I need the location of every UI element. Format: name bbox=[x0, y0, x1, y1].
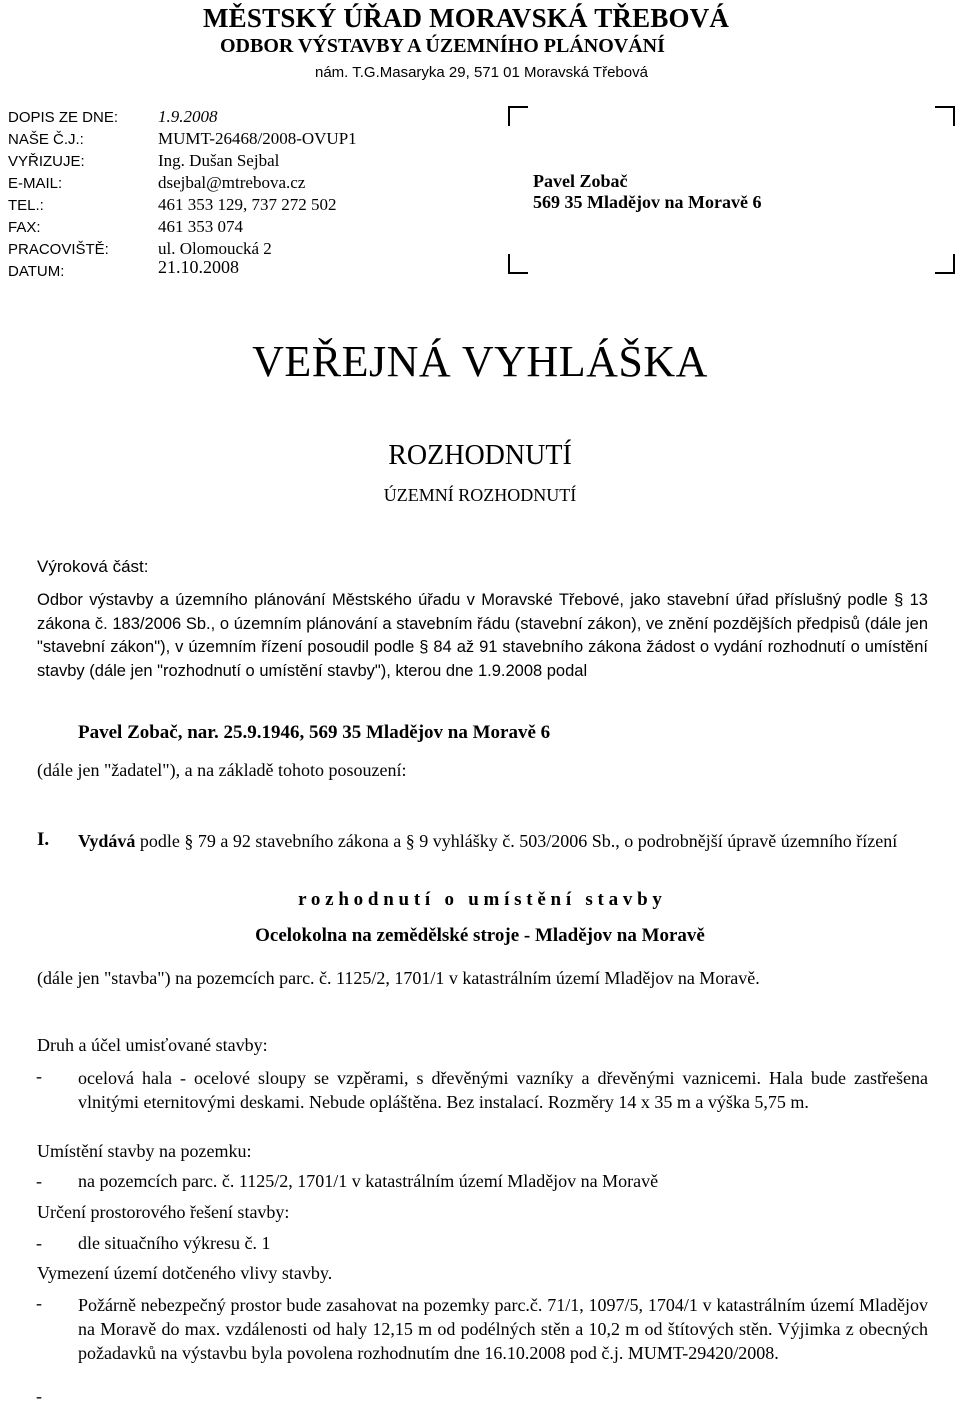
decision-title: ROZHODNUTÍ bbox=[388, 440, 572, 471]
header-label: TEL.: bbox=[8, 197, 44, 214]
umisteni-title: Umístění stavby na pozemku: bbox=[37, 1141, 252, 1161]
point-one-text bbox=[78, 829, 928, 853]
header-label: E-MAIL: bbox=[8, 175, 63, 192]
vymezeni-item: Požárně nebezpečný prostor bude zasahovat na pozemky parc.č. 71/1, 1097/5, 1704/1 v katastrálním území Mladějov na Moravě do max. vzdálenosti od haly 12,15 m od podélných stěn a 10,2 m od štítových stěn. Výjimka z obecných požadavků na výstavbu byla povolena rozhodnutím dne 16.10.2008 pod č.j. MUMT-29420/2008. bbox=[78, 1295, 928, 1363]
decision-heading: r o z h o d n u t í o u m í s t ě n í s t a v b y bbox=[298, 889, 662, 910]
decision-subtitle: ÚZEMNÍ ROZHODNUTÍ bbox=[383, 485, 577, 505]
header-value: Ing. Dušan Sejbal bbox=[158, 151, 280, 170]
urceni-title: Určení prostorového řešení stavby: bbox=[37, 1202, 290, 1222]
header-label: VYŘIZUJE: bbox=[8, 153, 85, 170]
urceni-item: dle situačního výkresu č. 1 bbox=[78, 1233, 271, 1253]
intro-paragraph: Odbor výstavby a územního plánování Městského úřadu v Moravské Třebové, jako stavební úřad příslušný podle § 13 zákona č. 183/2006 Sb., o územním plánování a stavebním řádu (stavební zákon), ve znění pozdějších předpisů (dále jen "stavební zákon"), v územním řízení posoudil podle § 84 až 91 stavebního zákona žádost o vydání rozhodnutí o umístění stavby (dále jen "rozhodnutí o umístění stavby"), kterou dne 1.9.2008 podal bbox=[37, 591, 928, 680]
druh-title: Druh a účel umisťované stavby: bbox=[37, 1035, 268, 1055]
office-address: nám. T.G.Masaryka 29, 571 01 Moravská Třebová bbox=[315, 64, 648, 81]
header-value: ul. Olomoucká 2 bbox=[158, 239, 272, 258]
umisteni-item: na pozemcích parc. č. 1125/2, 1701/1 v katastrálním území Mladějov na Moravě bbox=[78, 1171, 659, 1191]
point-one-body: podle § 79 a 92 stavebního zákona a § 9 vyhlášky č. 503/2006 Sb., o podrobnější úpravě územního řízení bbox=[135, 831, 898, 851]
construction-name: Ocelokolna na zemědělské stroje - Mladějov na Moravě bbox=[255, 925, 705, 946]
office-department: ODBOR VÝSTAVBY A ÚZEMNÍHO PLÁNOVÁNÍ bbox=[220, 35, 665, 57]
page-title: VEŘEJNÁ VYHLÁŠKA bbox=[252, 337, 708, 386]
point-number: I. bbox=[37, 829, 50, 850]
header-value: 461 353 129, 737 272 502 bbox=[158, 195, 337, 214]
address-corner-top-right bbox=[935, 106, 955, 126]
header-label: DOPIS ZE DNE: bbox=[8, 109, 119, 126]
address-corner-bottom-left bbox=[508, 254, 528, 274]
vymezeni-title: Vymezení území dotčeného vlivy stavby. bbox=[37, 1263, 333, 1283]
bullet: - bbox=[36, 1233, 42, 1253]
header-label: NAŠE Č.J.: bbox=[8, 131, 84, 148]
header-value: 21.10.2008 bbox=[158, 257, 239, 277]
office-name: MĚSTSKÝ ÚŘAD MORAVSKÁ TŘEBOVÁ bbox=[203, 3, 730, 33]
recipient-name: Pavel Zobač bbox=[533, 171, 628, 191]
point-one-lead: Vydává bbox=[78, 831, 136, 851]
bullet: - bbox=[36, 1066, 42, 1086]
applicant-note: (dále jen "žadatel"), a na základě tohoto posouzení: bbox=[37, 760, 407, 780]
bullet: - bbox=[36, 1293, 42, 1313]
bullet: - bbox=[36, 1386, 42, 1406]
druh-item: ocelová hala - ocelové sloupy se vzpěrami, s dřevěnými vazníky a dřevěnými vaznicemi. Hala bude zastřešena vlnitými eternitovými deskami. Nebude opláštěna. Bez instalací. Rozměry 14 x 35 m a výška 5,75 m. bbox=[78, 1068, 928, 1112]
header-value: 1.9.2008 bbox=[158, 107, 218, 126]
header-label: FAX: bbox=[8, 219, 41, 236]
recipient-address: 569 35 Mladějov na Moravě 6 bbox=[533, 192, 762, 212]
header-value: 461 353 074 bbox=[158, 217, 243, 236]
construction-note: (dále jen "stavba") na pozemcích parc. č. 1125/2, 1701/1 v katastrálním území Mladějov na Moravě. bbox=[37, 968, 760, 988]
address-corner-bottom-right bbox=[935, 254, 955, 274]
header-value: MUMT-26468/2008-OVUP1 bbox=[158, 129, 357, 148]
address-corner-top-left bbox=[508, 106, 528, 126]
header-label: PRACOVIŠTĚ: bbox=[8, 241, 109, 258]
header-label: DATUM: bbox=[8, 263, 65, 280]
bullet: - bbox=[36, 1171, 42, 1191]
header-value: dsejbal@mtrebova.cz bbox=[158, 173, 306, 192]
section-label: Výroková část: bbox=[37, 557, 149, 576]
applicant: Pavel Zobač, nar. 25.9.1946, 569 35 Mladějov na Moravě 6 bbox=[78, 722, 551, 743]
